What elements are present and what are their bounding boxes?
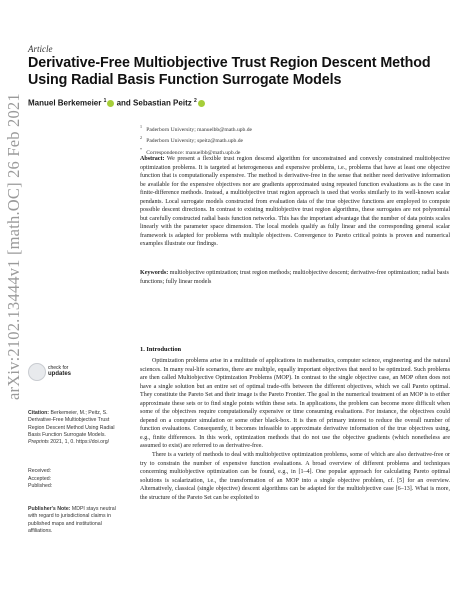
author-1: Manuel Berkemeier <box>28 98 104 108</box>
citation-journal: Preprints <box>28 439 49 446</box>
orcid-icon[interactable] <box>198 100 205 107</box>
publisher-note <box>28 506 126 536</box>
citation-block <box>28 410 126 446</box>
abstract-label: Abstract: <box>140 156 165 162</box>
body-text <box>140 357 450 502</box>
citation-label: Citation: <box>28 410 50 416</box>
abstract-text: We present a flexible trust region descend algorithm for unconstrained and convexly constrained multiobjective optimization problems. It is targeted at heterogeneous and expensive problems, i.e., problems that have at least one objective function that is computationally expensive. The method is derivative-free in the sense that neither need derivative information be available for the expensive objectives nor are gradients approximated using repeated function evaluations as is the case in finite-difference methods. Instead, a multiobjective trust region approach is used that works similarly to its well-known scalar pendants. Local surrogate models constructed from evaluation data of the true objective functions are employed to compute possible descent directions. In contrast to existing multiobjective trust region algorithms, these surrogates are not polynomial but carefully constructed radial basis function networks. This has the important advantage that the number of data points scales linearly with the parameter space dimension. The local models qualify as fully linear and the corresponding general scalar framework is adapted for problems with multiple objectives. Convergence to Pareto critical points is proven and numerical examples illustrate our findings. <box>140 156 450 248</box>
citation-tail: 2021, 1, 0. https://doi.org/ <box>50 439 110 446</box>
publisher-note-label: Publisher's Note: <box>28 506 71 512</box>
affiliation-1: $^1$ Paderborn University; manuelbb@math.upb.de <box>140 124 253 133</box>
author-1-sup: 1 <box>103 98 107 104</box>
published-label: Published: <box>28 483 53 490</box>
check-updates-icon <box>28 363 46 381</box>
author-2-sup: 2 <box>193 98 197 104</box>
check-for-updates-badge[interactable] <box>28 363 88 383</box>
author-line <box>28 98 205 108</box>
keywords-text: multiobjective optimization; trust region methods; multiobjective descent; derivative-free optimization; radial basis functions; fully linear models <box>140 270 449 285</box>
author-2: and Sebastian Peitz <box>114 98 194 108</box>
affiliations <box>140 123 252 157</box>
correspondence: * Correspondence: manuelbb@math.upb.de <box>140 146 241 156</box>
section-heading: 1. Introduction <box>140 346 182 353</box>
accepted-label: Accepted: <box>28 475 52 482</box>
affiliation-2: $^2$ Paderborn University; speitz@math.upb.de <box>140 135 244 145</box>
abstract <box>140 155 450 249</box>
keywords-label: Keywords: <box>140 270 169 276</box>
keywords <box>140 269 450 286</box>
received-label: Received: <box>28 468 52 474</box>
arxiv-stamp: arXiv:2102.13444v1 [math.OC] 26 Feb 2021 <box>4 93 23 400</box>
publisher-note-text: MDPI stays neutral with regard to jurisdictional claims in published maps and institutional affiliations. <box>28 506 116 535</box>
body-paragraph: Optimization problems arise in a multitude of applications in mathematics, computer science, engineering and the natural sciences. In many real-life scenarios, there are multiple, equally important objectives that need to be optimized. Such problems are then called Multiobjective Optimization Problems (MOP). In contrast to the single objective case, an MOP often does not have a single solution but an entire set of optimal trade-offs between the different objectives, which we call Pareto optimal. They constitute the Pareto Set and their image is the Pareto Frontier. The goal in the numerical treatment of an MOP is to either approximate these sets or to find single points within these sets. In applications, the problem can become more difficult when some of the objectives require computationally expensive or time consuming evaluations. For instance, the objectives could depend on a computer simulation or some other black-box. It is then of primary interest to reduce the overall number of function evaluations. Consequently, it becomes infeasible to approximate derivative information of the true objectives using, e.g., finite differences. In this work, optimization methods that do not use the objective gradients (which nonetheless are assumed to exist) are referred to as derivative-free. <box>140 358 450 450</box>
citation-text: Berkemeier, M.; Peitz, S. Derivative-Free Multiobjective Trust Region Descent Method Using Radial Basis Function Surrogate Models. <box>28 410 115 438</box>
dates-block <box>28 468 126 491</box>
check-updates-line2: updates <box>48 371 72 377</box>
paper-title: Derivative-Free Multiobjective Trust Region Descent Method Using Radial Basis Function Surrogate Models <box>28 55 431 88</box>
check-updates-line1: check for <box>48 365 69 371</box>
article-type-label: Article <box>28 44 53 54</box>
body-paragraph: There is a variety of methods to deal with multiobjective optimization problems, some of which are also derivative-free or try to constrain the number of expensive function evaluations. A broad overview of different problems and techniques concerning multiobjective optimization can be found, e.g., in [1–4]. One popular approach for calculating Pareto optimal solutions is scalarization, i.e., the transformation of an MOP into a single objective problem, cf. [5] for an overview. Alternatively, classical (single objective) descent algorithms can be adapted for the multiobjective case [6–13]. What is more, the structure of the Pareto Set can be exploited to <box>140 452 450 501</box>
